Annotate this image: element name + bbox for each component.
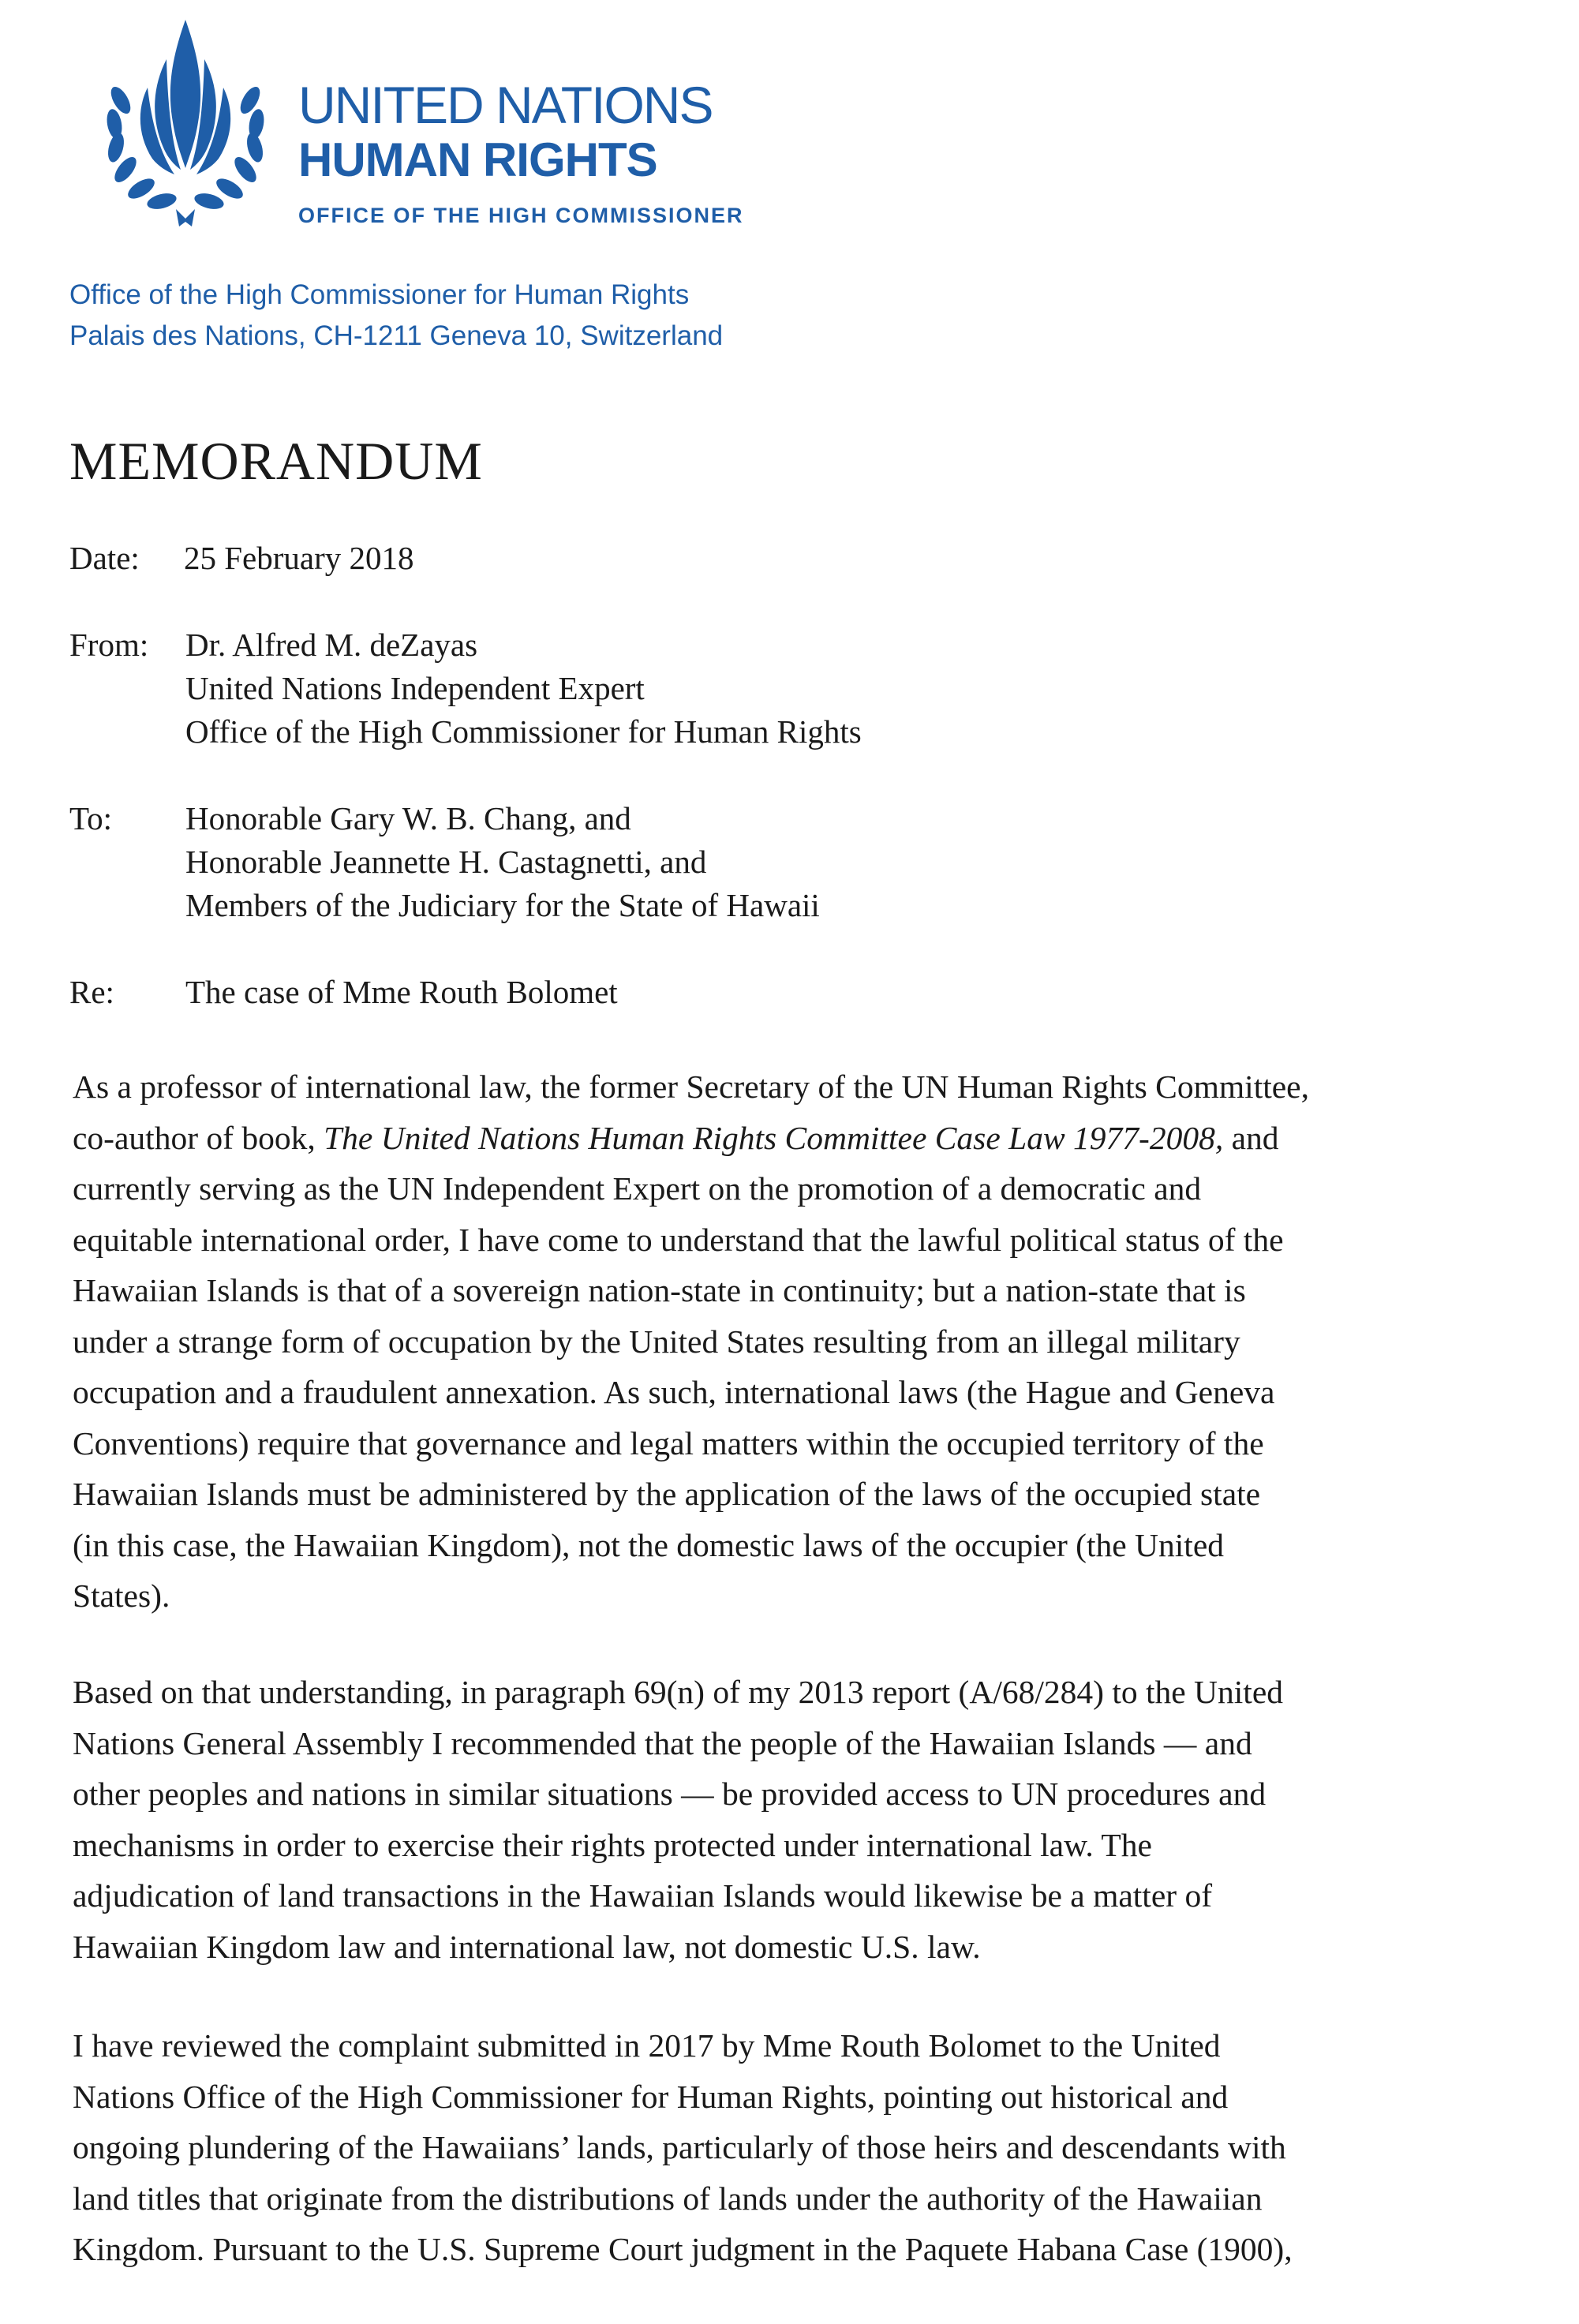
date-value: 25 February 2018	[184, 540, 414, 576]
body-paragraph-1	[73, 1061, 1556, 1622]
to-line: Honorable Gary W. B. Chang, and	[185, 800, 631, 836]
paragraph-line: States).	[73, 1577, 170, 1614]
letterhead-address	[69, 275, 723, 357]
body-paragraph-3	[73, 2020, 1556, 2275]
paragraph-text: co-author of book,	[73, 1119, 324, 1156]
un-human-rights-logo-icon	[91, 12, 280, 237]
re-value: The case of Mme Routh Bolomet	[185, 974, 618, 1010]
to-label: To:	[69, 800, 113, 836]
paragraph-line: (in this case, the Hawaiian Kingdom), not the domestic laws of the occupier (the United	[73, 1526, 1225, 1563]
paragraph-line: mechanisms in order to exercise their rights protected under international law. The	[73, 1826, 1152, 1863]
paragraph-line: Hawaiian Islands must be administered by the application of the laws of the occupied state	[73, 1476, 1261, 1512]
paragraph-line: Kingdom. Pursuant to the U.S. Supreme Court judgment in the Paquete Habana Case (1900),	[73, 2231, 1293, 2267]
org-name-united-nations: UNITED NATIONS	[298, 76, 713, 134]
to-value	[185, 797, 820, 927]
from-label: From:	[69, 627, 149, 663]
address-line: Office of the High Commissioner for Human Rights	[69, 279, 690, 310]
paragraph-text: and	[1223, 1119, 1279, 1156]
paragraph-line	[73, 1113, 1556, 1164]
address-line: Palais des Nations, CH-1211 Geneva 10, Switzerland	[69, 320, 724, 351]
org-name-office: OFFICE OF THE HIGH COMMISSIONER	[298, 204, 744, 227]
org-name-human-rights: HUMAN RIGHTS	[298, 133, 657, 186]
re-label: Re:	[69, 974, 114, 1010]
paragraph-line: ongoing plundering of the Hawaiians’ lands, particularly of those heirs and descendants with	[73, 2129, 1286, 2165]
paragraph-line: other peoples and nations in similar situations — be provided access to UN procedures and	[73, 1776, 1267, 1812]
from-line: Office of the High Commissioner for Human Rights	[185, 713, 862, 750]
paragraph-line: Hawaiian Kingdom law and international law, not domestic U.S. law.	[73, 1928, 981, 1965]
document-title: MEMORANDUM	[69, 431, 483, 491]
book-title: The United Nations Human Rights Committee Case Law 1977-2008,	[324, 1119, 1224, 1156]
paragraph-line: land titles that originate from the distributions of lands under the authority of the Hawaiian	[73, 2180, 1263, 2217]
paragraph-line: As a professor of international law, the former Secretary of the UN Human Rights Committee,	[73, 1068, 1309, 1105]
paragraph-line: occupation and a fraudulent annexation. As such, international laws (the Hague and Geneva	[73, 1374, 1275, 1410]
paragraph-line: adjudication of land transactions in the Hawaiian Islands would likewise be a matter of	[73, 1877, 1213, 1914]
date-label: Date:	[69, 540, 140, 576]
paragraph-line: Nations General Assembly I recommended that the people of the Hawaiian Islands — and	[73, 1724, 1252, 1761]
paragraph-line: currently serving as the UN Independent Expert on the promotion of a democratic and	[73, 1170, 1202, 1207]
body-paragraph-2	[73, 1667, 1556, 1972]
from-line: Dr. Alfred M. deZayas	[185, 627, 478, 663]
paragraph-line: Conventions) require that governance and legal matters within the occupied territory of the	[73, 1424, 1264, 1461]
paragraph-line: I have reviewed the complaint submitted in 2017 by Mme Routh Bolomet to the United	[73, 2027, 1221, 2064]
to-line: Members of the Judiciary for the State of Hawaii	[185, 887, 820, 923]
from-value	[185, 623, 862, 754]
to-line: Honorable Jeannette H. Castagnetti, and	[185, 844, 707, 880]
from-line: United Nations Independent Expert	[185, 670, 645, 706]
paragraph-line: equitable international order, I have come to understand that the lawful political status of the	[73, 1221, 1284, 1258]
paragraph-line: Based on that understanding, in paragraph 69(n) of my 2013 report (A/68/284) to the United	[73, 1674, 1284, 1710]
paragraph-line: under a strange form of occupation by the United States resulting from an illegal military	[73, 1323, 1240, 1360]
paragraph-line: Nations Office of the High Commissioner for Human Rights, pointing out historical and	[73, 2078, 1229, 2115]
paragraph-line: Hawaiian Islands is that of a sovereign nation-state in continuity; but a nation-state that is	[73, 1272, 1246, 1308]
